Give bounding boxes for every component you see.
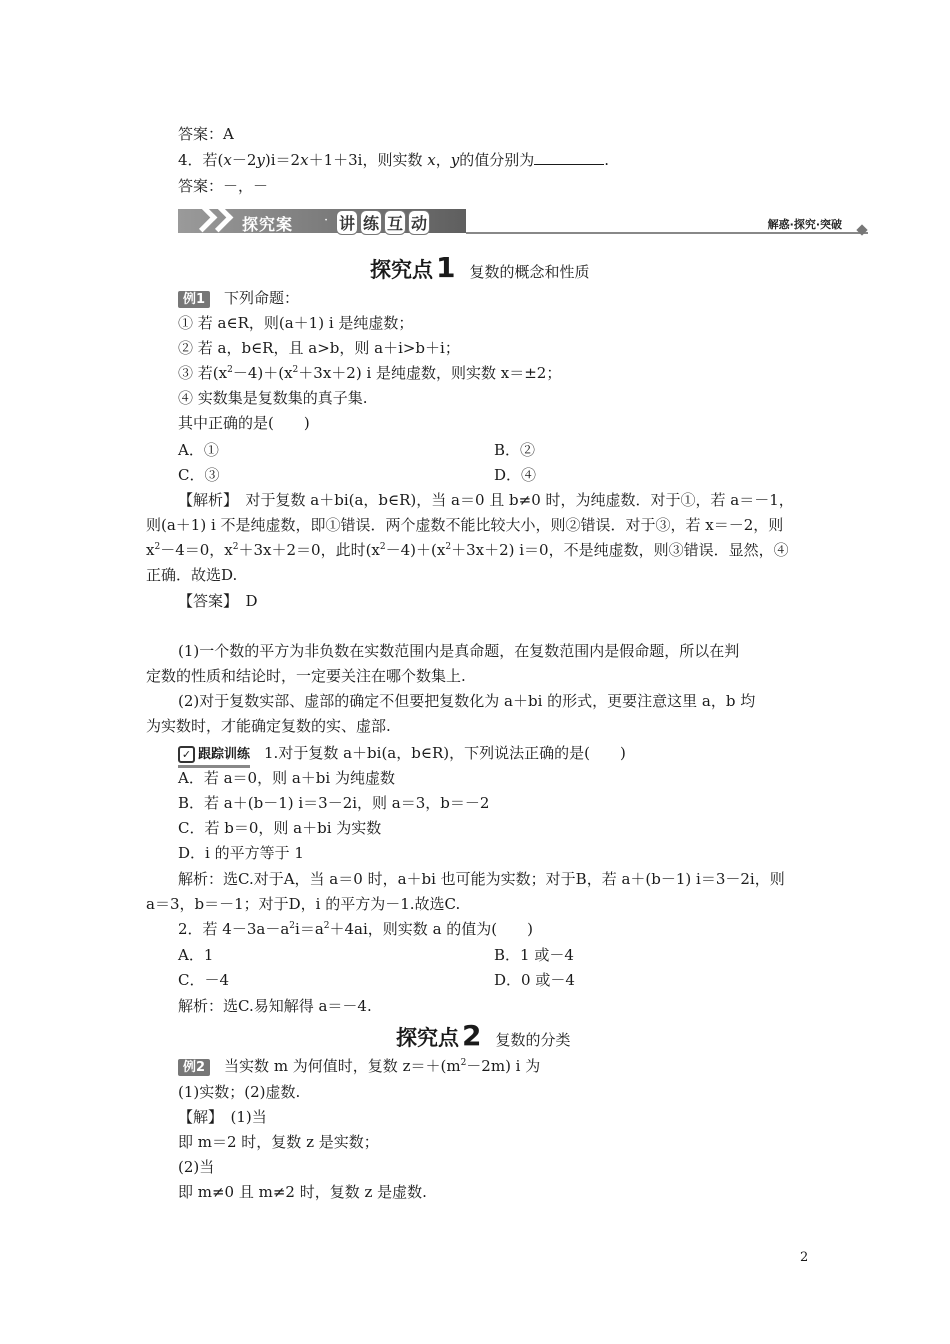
follow-q1-c: C．若 b＝0，则 a＋bi 为实数 [178,819,382,837]
follow-q1-b: B．若 a＋(b－1) i＝3－2i，则 a＝3，b＝－2 [178,794,490,812]
example-2-stem: 例2 当实数 m 为何值时，复数 $z=+(m^2-2m)$ i 为 [178,1056,540,1076]
page-number: 2 [800,1250,809,1265]
section-banner [178,205,868,237]
follow-q1: ✓ 跟踪训练 1.对于复数 a＋bi(a，b∈R)，下列说法正确的是( ) [178,743,626,768]
example-badge: 例1 [178,291,210,308]
example-2-solution-2-head: (2)当 [178,1158,215,1176]
follow-q1-a: A．若 a＝0，则 a＋bi 为纯虚数 [178,769,395,787]
banner-rule [466,232,868,234]
example-1-ask: 其中正确的是( ) [178,414,310,432]
follow-q2-a: A．1 [178,946,214,964]
answer-blank [534,150,604,165]
option-b: B．② [494,441,536,459]
section-1-title: 探究点 1 复数的概念和性质 [370,251,590,284]
example-1-stem: 例1 下列命题： [178,288,299,308]
section-2-title: 探究点 2 复数的分类 [396,1019,571,1052]
option-d: D．④ [494,466,537,484]
banner-right-label: 解惑·探究·突破 [767,218,842,231]
solution-line-1: 【解析】 对于复数 a＋bi(a，b∈R)，当 a＝0 且 b≠0 时，为纯虚数．对于①，若 a＝－1， [178,491,794,509]
example-2-solution-1: 即 m＝2 时，复数 z 是实数； [178,1133,379,1151]
note-1-line-2: 定数的性质和结论时，一定要关注在哪个数集上. [146,667,466,685]
follow-badge: ✓ 跟踪训练 [178,745,250,768]
answer-3: 答案：A [178,125,234,143]
question-4: 4．若(x－2y)i＝2x＋1＋3i，则实数 x，y的值分别为 . [178,151,610,169]
solution-line-3: $x^2-4=0$，$x^2+3x+2=0$，此时$(x^2-4)+(x^2+3x+2)$ i＝0，不是纯虚数，则③错误．显然，④ [146,541,789,559]
note-2-line-1: (2)对于复数实部、虚部的确定不但要把复数化为 a＋bi 的形式，更要注意这里 a，b 均 [178,692,756,710]
answer-4: 答案：－，－ [178,177,269,195]
option-c: C．③ [178,466,220,484]
example-1-answer: 【答案】 D [178,592,258,610]
follow-q2-c: C．－4 [178,971,230,989]
follow-q2-b: B．1 或－4 [494,946,574,964]
statement-3: ③ 若$(x^2-4)+(x^2+3x+2)$ i 是纯虚数，则实数 x＝±2； [178,364,562,382]
banner-dot: · [324,213,329,228]
follow-q1-solution-2: a＝3，b＝－1；对于D，i 的平方为－1.故选C. [146,895,461,913]
example-2-solution-head: 【解】 (1)当 [178,1108,267,1126]
example-2-parts: (1)实数；(2)虚数. [178,1083,301,1101]
note-2-line-2: 为实数时，才能确定复数的实、虚部. [146,717,391,735]
example-2-solution-2: 即 m≠0 且 m≠2 时，复数 z 是虚数. [178,1183,427,1201]
follow-q2: 2．若 $4-3a-a^2i=a^2+4ai$，则实数 a 的值为( ) [178,920,533,938]
check-icon: ✓ [178,746,195,763]
follow-q1-d: D．i 的平方等于 1 [178,844,304,862]
banner-main-label: 探究案 [242,215,294,234]
statement-1: ① 若 a∈R，则(a＋1) i 是纯虚数； [178,314,414,332]
statement-4: ④ 实数集是复数集的真子集. [178,389,368,407]
banner-sub-label: 讲 练 互 动 [336,210,432,235]
statement-2: ② 若 a，b∈R，且 a>b，则 a＋i>b＋i； [178,339,460,357]
example-badge: 例2 [178,1059,210,1076]
follow-q2-solution: 解析：选C.易知解得 a＝－4. [178,997,372,1015]
note-1-line-1: (1)一个数的平方为非负数在实数范围内是真命题，在复数范围内是假命题，所以在判 [178,642,740,660]
follow-q2-d: D．0 或－4 [494,971,575,989]
option-a: A．① [178,441,219,459]
follow-q1-solution-1: 解析：选C.对于A，当 a＝0 时，a＋bi 也可能为实数；对于B，若 a＋(b－1) i＝3－2i，则 [178,870,785,888]
solution-line-2: 则(a＋1) i 不是纯虚数，即①错误．两个虚数不能比较大小，则②错误．对于③，若 x＝－2，则 [146,516,784,534]
solution-line-4: 正确．故选D. [146,566,238,584]
